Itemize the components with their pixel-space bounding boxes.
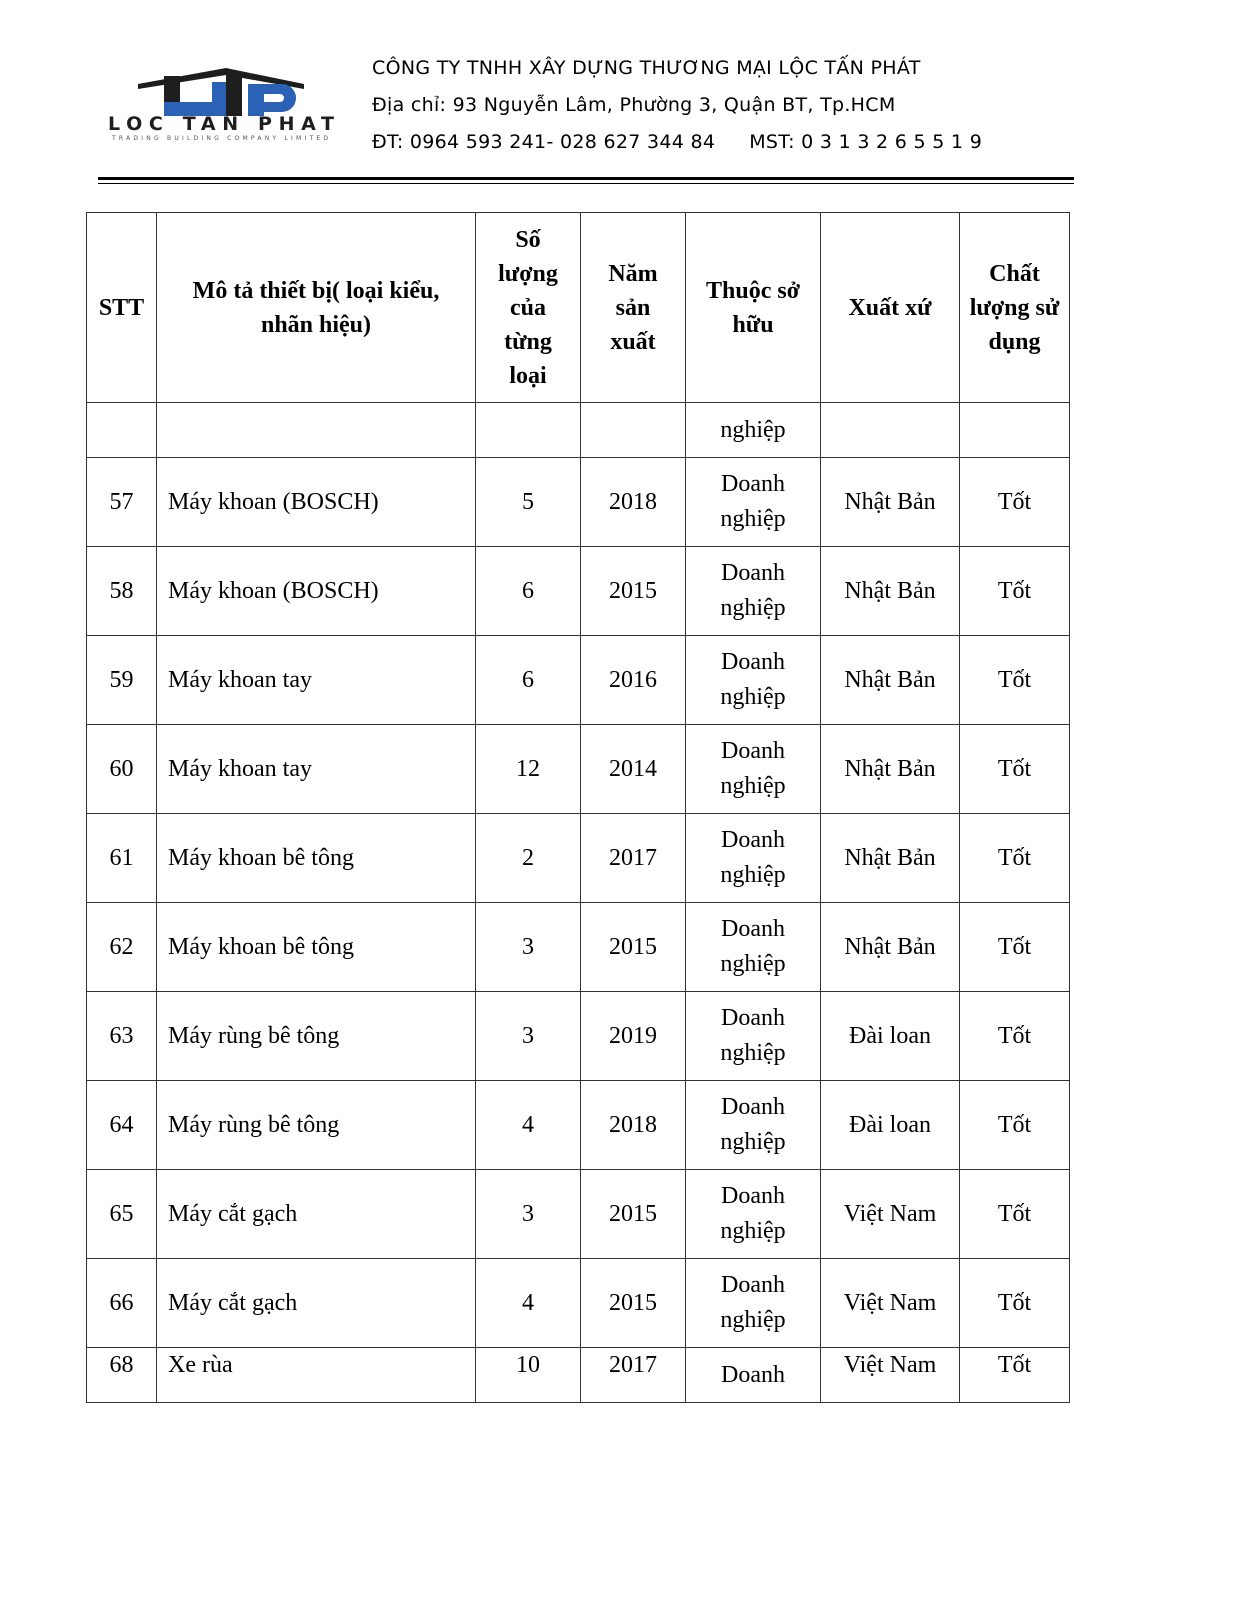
cell-owner: Doanh nghiệp	[686, 636, 821, 725]
cell-stt: 57	[87, 458, 157, 547]
col-header-origin: Xuất xứ	[821, 213, 960, 403]
table-row	[87, 1170, 1070, 1259]
cell-origin: Việt Nam	[821, 1259, 960, 1348]
table-row	[87, 725, 1070, 814]
cell-year: 2017	[581, 814, 686, 903]
cell-year: 2015	[581, 903, 686, 992]
cell-quantity: 6	[476, 547, 581, 636]
cell-quality: Tốt	[960, 992, 1070, 1081]
table-header-row	[87, 213, 1070, 403]
company-phone: ĐT: 0964 593 241- 028 627 344 84	[372, 131, 716, 153]
cell-stt: 59	[87, 636, 157, 725]
cell-description: Máy khoan (BOSCH)	[157, 458, 476, 547]
cell-origin: Nhật Bản	[821, 725, 960, 814]
company-tax-code: MST: 0 3 1 3 2 6 5 5 1 9	[749, 131, 983, 153]
cell-quantity: 3	[476, 1170, 581, 1259]
cell-owner: Doanh nghiệp	[686, 1170, 821, 1259]
cell-quality: Tốt	[960, 547, 1070, 636]
company-info	[372, 50, 982, 161]
col-header-stt: STT	[87, 213, 157, 403]
cell-quantity: 5	[476, 458, 581, 547]
table-row	[87, 547, 1070, 636]
table-row	[87, 903, 1070, 992]
cell-quality: Tốt	[960, 1081, 1070, 1170]
cell-stt: 66	[87, 1259, 157, 1348]
cell-quality: Tốt	[960, 903, 1070, 992]
col-header-quantity: Số lượng của từng loại	[476, 213, 581, 403]
cell-description: Máy khoan (BOSCH)	[157, 547, 476, 636]
cell-owner: Doanh nghiệp	[686, 1081, 821, 1170]
cell-quantity: 4	[476, 1081, 581, 1170]
cell-year: 2016	[581, 636, 686, 725]
cell-stt: 63	[87, 992, 157, 1081]
cell-description: Máy khoan bê tông	[157, 814, 476, 903]
cell-quality: Tốt	[960, 1348, 1070, 1403]
cell-stt: 61	[87, 814, 157, 903]
cell-quantity: 12	[476, 725, 581, 814]
table-row	[87, 1081, 1070, 1170]
cell-description: Máy khoan tay	[157, 725, 476, 814]
cell-owner: nghiệp	[686, 403, 821, 458]
cell-quantity: 3	[476, 992, 581, 1081]
cell-stt: 68	[87, 1348, 157, 1403]
company-address: Địa chỉ: 93 Nguyễn Lâm, Phường 3, Quận BT, Tp.HCM	[372, 94, 896, 116]
cell-owner: Doanh nghiệp	[686, 992, 821, 1081]
company-contact	[372, 124, 982, 161]
cell-quality: Tốt	[960, 725, 1070, 814]
cell-origin: Nhật Bản	[821, 547, 960, 636]
cell-year: 2019	[581, 992, 686, 1081]
cell-owner: Doanh nghiệp	[686, 1259, 821, 1348]
table-row-last	[87, 1348, 1070, 1403]
col-header-description: Mô tả thiết bị( loại kiểu, nhãn hiệu)	[157, 213, 476, 403]
cell-year: 2014	[581, 725, 686, 814]
logo-text: LOC TAN PHAT	[108, 113, 334, 135]
cell-year: 2018	[581, 1081, 686, 1170]
cell-quantity: 4	[476, 1259, 581, 1348]
cell-origin: Nhật Bản	[821, 636, 960, 725]
equipment-table	[86, 212, 1070, 1403]
company-logo	[108, 64, 338, 144]
cell-quantity: 10	[476, 1348, 581, 1403]
cell-year: 2015	[581, 1259, 686, 1348]
table-row	[87, 814, 1070, 903]
table-row	[87, 458, 1070, 547]
cell-quality: Tốt	[960, 814, 1070, 903]
logo-subtext: TRADING BUILDING COMPANY LIMITED	[112, 135, 329, 142]
cell-year: 2015	[581, 1170, 686, 1259]
cell-description: Máy cắt gạch	[157, 1259, 476, 1348]
table-row	[87, 636, 1070, 725]
cell-quantity: 6	[476, 636, 581, 725]
cell-quantity: 2	[476, 814, 581, 903]
cell-year: 2018	[581, 458, 686, 547]
table-row	[87, 992, 1070, 1081]
cell-origin: Nhật Bản	[821, 903, 960, 992]
cell-owner: Doanh nghiệp	[686, 725, 821, 814]
cell-quantity: 3	[476, 903, 581, 992]
cell-year: 2015	[581, 547, 686, 636]
cell-description: Máy cắt gạch	[157, 1170, 476, 1259]
cell-description: Máy rùng bê tông	[157, 1081, 476, 1170]
cell-owner: Doanh nghiệp	[686, 903, 821, 992]
cell-stt: 64	[87, 1081, 157, 1170]
cell-year: 2017	[581, 1348, 686, 1403]
cell-stt: 62	[87, 903, 157, 992]
table-row-continuation	[87, 403, 1070, 458]
cell-stt: 60	[87, 725, 157, 814]
cell-owner: Doanh nghiệp	[686, 547, 821, 636]
cell-owner: Doanh	[686, 1348, 821, 1403]
cell-description: Xe rùa	[157, 1348, 476, 1403]
header-divider-thin	[98, 183, 1074, 184]
cell-stt: 65	[87, 1170, 157, 1259]
col-header-year: Năm sản xuất	[581, 213, 686, 403]
cell-quality: Tốt	[960, 1259, 1070, 1348]
cell-origin: Đài loan	[821, 1081, 960, 1170]
cell-origin: Việt Nam	[821, 1170, 960, 1259]
col-header-quality: Chất lượng sử dụng	[960, 213, 1070, 403]
cell-origin: Nhật Bản	[821, 458, 960, 547]
cell-stt: 58	[87, 547, 157, 636]
cell-description: Máy rùng bê tông	[157, 992, 476, 1081]
cell-origin: Đài loan	[821, 992, 960, 1081]
cell-quality: Tốt	[960, 636, 1070, 725]
cell-description: Máy khoan bê tông	[157, 903, 476, 992]
cell-description: Máy khoan tay	[157, 636, 476, 725]
cell-origin: Nhật Bản	[821, 814, 960, 903]
cell-origin: Việt Nam	[821, 1348, 960, 1403]
cell-quality: Tốt	[960, 1170, 1070, 1259]
table-row	[87, 1259, 1070, 1348]
company-name: CÔNG TY TNHH XÂY DỰNG THƯƠNG MẠI LỘC TẤN PHÁT	[372, 57, 921, 79]
cell-owner: Doanh nghiệp	[686, 458, 821, 547]
cell-owner: Doanh nghiệp	[686, 814, 821, 903]
col-header-owner: Thuộc sở hữu	[686, 213, 821, 403]
header-divider	[98, 177, 1074, 180]
cell-quality: Tốt	[960, 458, 1070, 547]
